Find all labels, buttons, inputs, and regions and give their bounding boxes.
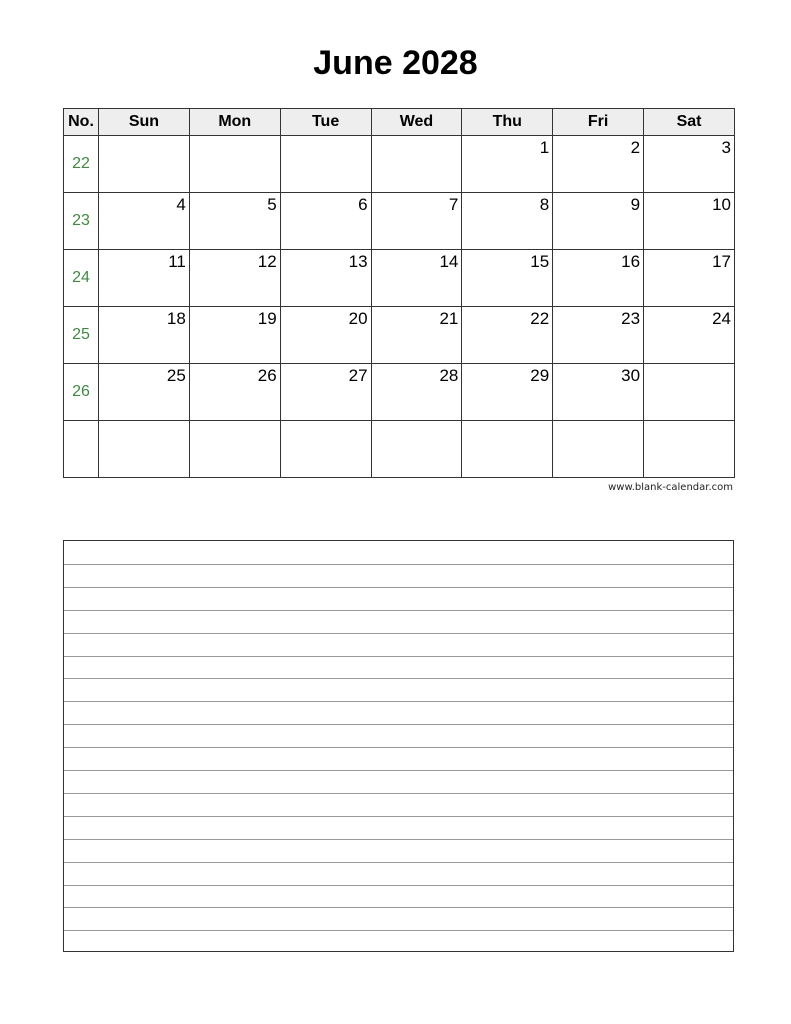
day-cell[interactable] bbox=[462, 193, 553, 250]
day-number: 30 bbox=[621, 366, 641, 385]
week-number bbox=[64, 421, 99, 478]
day-number: 6 bbox=[358, 195, 368, 214]
week-row bbox=[64, 136, 735, 193]
day-number: 20 bbox=[348, 309, 368, 328]
header-row bbox=[64, 109, 735, 136]
week-row bbox=[64, 250, 735, 307]
day-number: 27 bbox=[348, 366, 368, 385]
day-number: 19 bbox=[257, 309, 277, 328]
day-number: 4 bbox=[176, 195, 186, 214]
note-line bbox=[64, 564, 733, 565]
week-number: 24 bbox=[64, 250, 99, 307]
day-cell[interactable] bbox=[371, 307, 462, 364]
note-line bbox=[64, 793, 733, 794]
header-sun: Sun bbox=[99, 109, 190, 136]
day-cell[interactable] bbox=[280, 193, 371, 250]
day-cell[interactable] bbox=[644, 250, 735, 307]
header-week-no: No. bbox=[64, 109, 99, 136]
day-cell[interactable] bbox=[280, 307, 371, 364]
day-cell[interactable] bbox=[99, 421, 190, 478]
note-line bbox=[64, 862, 733, 863]
day-number: 23 bbox=[621, 309, 641, 328]
note-line bbox=[64, 656, 733, 657]
day-number: 2 bbox=[630, 138, 641, 157]
day-number bbox=[549, 434, 552, 436]
day-number: 10 bbox=[712, 195, 731, 214]
day-number: 5 bbox=[267, 195, 277, 214]
day-number: 9 bbox=[630, 195, 641, 214]
day-cell[interactable] bbox=[280, 250, 371, 307]
day-cell[interactable] bbox=[99, 307, 190, 364]
day-cell[interactable] bbox=[553, 136, 644, 193]
day-cell[interactable] bbox=[99, 364, 190, 421]
day-number: 16 bbox=[621, 252, 641, 271]
day-cell[interactable] bbox=[553, 193, 644, 250]
week-row bbox=[64, 364, 735, 421]
day-cell[interactable] bbox=[280, 364, 371, 421]
day-number bbox=[458, 149, 461, 151]
day-number: 12 bbox=[257, 252, 277, 271]
day-cell[interactable] bbox=[462, 250, 553, 307]
header-tue: Tue bbox=[280, 109, 371, 136]
day-number: 28 bbox=[439, 366, 459, 385]
day-number: 7 bbox=[448, 195, 459, 214]
day-cell[interactable] bbox=[644, 136, 735, 193]
header-mon: Mon bbox=[189, 109, 280, 136]
day-number: 24 bbox=[712, 309, 731, 328]
day-number bbox=[277, 434, 280, 436]
day-cell[interactable] bbox=[371, 193, 462, 250]
week-number: 22 bbox=[64, 136, 99, 193]
day-cell[interactable] bbox=[644, 193, 735, 250]
day-cell[interactable] bbox=[462, 136, 553, 193]
day-number: 22 bbox=[530, 309, 550, 328]
week-number: 26 bbox=[64, 364, 99, 421]
day-number: 13 bbox=[348, 252, 368, 271]
note-line bbox=[64, 633, 733, 634]
header-wed: Wed bbox=[371, 109, 462, 136]
day-cell[interactable] bbox=[371, 421, 462, 478]
day-number: 18 bbox=[166, 309, 186, 328]
day-cell[interactable] bbox=[553, 421, 644, 478]
header-sat: Sat bbox=[644, 109, 735, 136]
day-cell[interactable] bbox=[189, 250, 280, 307]
day-number: 11 bbox=[168, 252, 186, 271]
note-line bbox=[64, 724, 733, 725]
site-credit: www.blank-calendar.com bbox=[608, 482, 733, 493]
day-cell[interactable] bbox=[189, 136, 280, 193]
day-cell[interactable] bbox=[553, 307, 644, 364]
header-thu: Thu bbox=[462, 109, 553, 136]
note-line bbox=[64, 747, 733, 748]
day-cell[interactable] bbox=[371, 136, 462, 193]
day-cell[interactable] bbox=[553, 250, 644, 307]
day-cell[interactable] bbox=[644, 421, 735, 478]
day-number: 1 bbox=[539, 138, 550, 157]
day-number bbox=[458, 434, 461, 436]
day-number bbox=[640, 434, 643, 436]
day-cell[interactable] bbox=[553, 364, 644, 421]
day-number: 14 bbox=[439, 252, 459, 271]
day-cell[interactable] bbox=[99, 136, 190, 193]
day-cell[interactable] bbox=[189, 421, 280, 478]
day-cell[interactable] bbox=[644, 364, 735, 421]
day-number bbox=[368, 149, 371, 151]
day-number bbox=[186, 149, 189, 151]
week-row bbox=[64, 421, 735, 478]
day-cell[interactable] bbox=[99, 193, 190, 250]
day-cell[interactable] bbox=[462, 307, 553, 364]
day-number: 26 bbox=[257, 366, 277, 385]
note-line bbox=[64, 816, 733, 817]
week-number: 23 bbox=[64, 193, 99, 250]
day-cell[interactable] bbox=[280, 136, 371, 193]
day-number bbox=[731, 434, 734, 436]
day-number bbox=[731, 377, 734, 379]
note-line bbox=[64, 885, 733, 886]
day-number bbox=[368, 434, 371, 436]
day-cell[interactable] bbox=[371, 364, 462, 421]
day-number: 29 bbox=[530, 366, 550, 385]
week-row bbox=[64, 307, 735, 364]
day-number: 8 bbox=[539, 195, 550, 214]
day-number: 17 bbox=[712, 252, 731, 271]
note-line bbox=[64, 770, 733, 771]
day-cell[interactable] bbox=[280, 421, 371, 478]
day-number bbox=[277, 149, 280, 151]
day-cell[interactable] bbox=[371, 250, 462, 307]
note-line bbox=[64, 701, 733, 702]
day-number: 25 bbox=[166, 366, 186, 385]
day-number: 21 bbox=[439, 309, 459, 328]
day-number bbox=[186, 434, 189, 436]
week-number: 25 bbox=[64, 307, 99, 364]
note-line bbox=[64, 587, 733, 588]
header-fri: Fri bbox=[553, 109, 644, 136]
week-row bbox=[64, 193, 735, 250]
note-line bbox=[64, 839, 733, 840]
day-cell[interactable] bbox=[189, 307, 280, 364]
calendar-grid bbox=[63, 108, 735, 478]
page-title: June 2028 bbox=[313, 44, 478, 82]
day-cell[interactable] bbox=[189, 364, 280, 421]
day-number: 3 bbox=[721, 138, 731, 157]
day-cell[interactable] bbox=[644, 307, 735, 364]
note-line bbox=[64, 907, 733, 908]
note-line bbox=[64, 678, 733, 679]
day-number: 15 bbox=[530, 252, 550, 271]
notes-area[interactable] bbox=[63, 540, 734, 952]
day-cell[interactable] bbox=[462, 364, 553, 421]
note-line bbox=[64, 930, 733, 931]
note-line bbox=[64, 610, 733, 611]
day-cell[interactable] bbox=[189, 193, 280, 250]
day-cell[interactable] bbox=[99, 250, 190, 307]
day-cell[interactable] bbox=[462, 421, 553, 478]
